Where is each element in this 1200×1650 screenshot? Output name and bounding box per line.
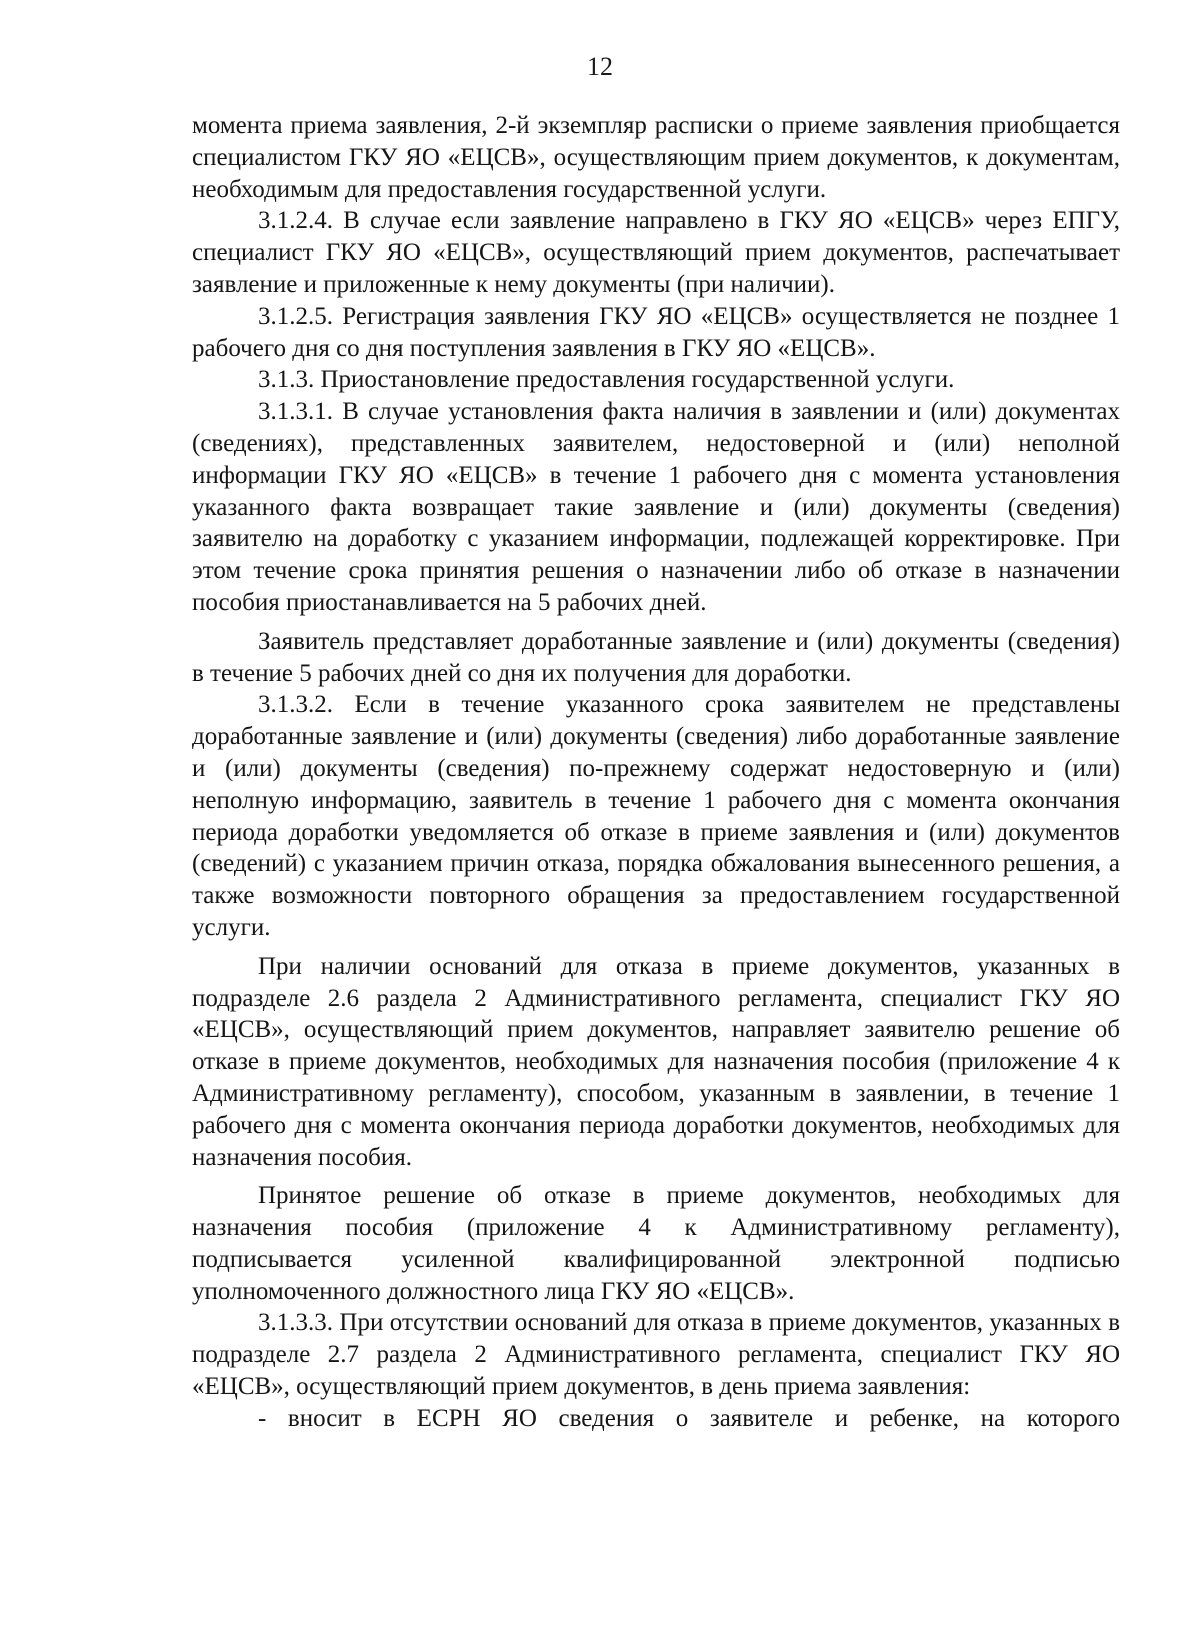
paragraph-3-1-2-4: 3.1.2.4. В случае если заявление направлено в ГКУ ЯО «ЕЦСВ» через ЕПГУ, специалист ГКУ ЯО «ЕЦСВ», осуществляющий прием документов, распечатывает заявление и приложенные к нему документы (при наличии). [192,207,1120,298]
page-number: 12 [587,52,613,81]
paragraph-3-1-3-2: 3.1.3.2. Если в течение указанного срока заявителем не представлены доработанные заявление и (или) документы (сведения) либо доработанные заявление и (или) документы (сведения) по-прежнему содержат недостоверную и (или) неполную информацию, заявитель в течение 1 рабочего дня с момента окончания периода доработки уведомляется об отказе в приеме заявления и (или) документов (сведений) с указанием причин отказа, порядка обжалования вынесенного решения, а также возможности повторного обращения за предоставлением государственной услуги. [192,691,1120,941]
paragraph-3-1-3: 3.1.3. Приостановление предоставления государственной услуги. [258,366,955,394]
document-body [192,110,1120,1435]
paragraph-3-1-2-5: 3.1.2.5. Регистрация заявления ГКУ ЯО «ЕЦСВ» осуществляется не позднее 1 рабочего дня со дня поступления заявления в ГКУ ЯО «ЕЦСВ». [192,302,1120,362]
paragraph-continuation: момента приема заявления, 2-й экземпляр расписки о приеме заявления приобщается специалистом ГКУ ЯО «ЕЦСВ», осуществляющим прием документов, к документам, необходимым для предоставления государственной услуги. [192,112,1120,203]
paragraph-applicant-submits: Заявитель представляет доработанные заявление и (или) документы (сведения) в течение 5 рабочих дней со дня их получения для доработки. [192,627,1120,687]
paragraph-3-1-3-3: 3.1.3.3. При отсутствии оснований для отказа в приеме документов, указанных в подразделе 2.7 раздела 2 Административного регламента, специалист ГКУ ЯО «ЕЦСВ», осуществляющий прием документов, в день приема заявления: [192,1309,1120,1401]
paragraph-refusal-decision: Принятое решение об отказе в приеме документов, необходимых для назначения пособия (приложение 4 к Административному регламенту), подписывается усиленной квалифицированной электронной подписью уполномоченного должностного лица ГКУ ЯО «ЕЦСВ». [192,1182,1120,1305]
paragraph-refusal-grounds: При наличии оснований для отказа в приеме документов, указанных в подразделе 2.6 раздела 2 Административного регламента, специалист ГКУ ЯО «ЕЦСВ», осуществляющий прием документов, направляет заявителю решение об отказе в приеме документов, необходимых для назначения пособия (приложение 4 к Административному регламенту), способом, указанным в заявлении, в течение 1 рабочего дня с момента окончания периода доработки документов, необходимых для назначения пособия. [192,952,1120,1171]
paragraph-3-1-3-1: 3.1.3.1. В случае установления факта наличия в заявлении и (или) документах (сведениях), представленных заявителем, недостоверной и (или) неполной информации ГКУ ЯО «ЕЦСВ» в течение 1 рабочего дня с момента установления указанного факта возвращает такие заявление и (или) документы (сведения) заявителю на доработку с указанием информации, подлежащей корректировке. При этом течение срока принятия решения о назначении либо об отказе в назначении пособия приостанавливается на 5 рабочих дней. [192,398,1120,616]
paragraph-list-item: - вносит в ЕСРН ЯО сведения о заявителе и ребенке, на которого [258,1404,1120,1432]
